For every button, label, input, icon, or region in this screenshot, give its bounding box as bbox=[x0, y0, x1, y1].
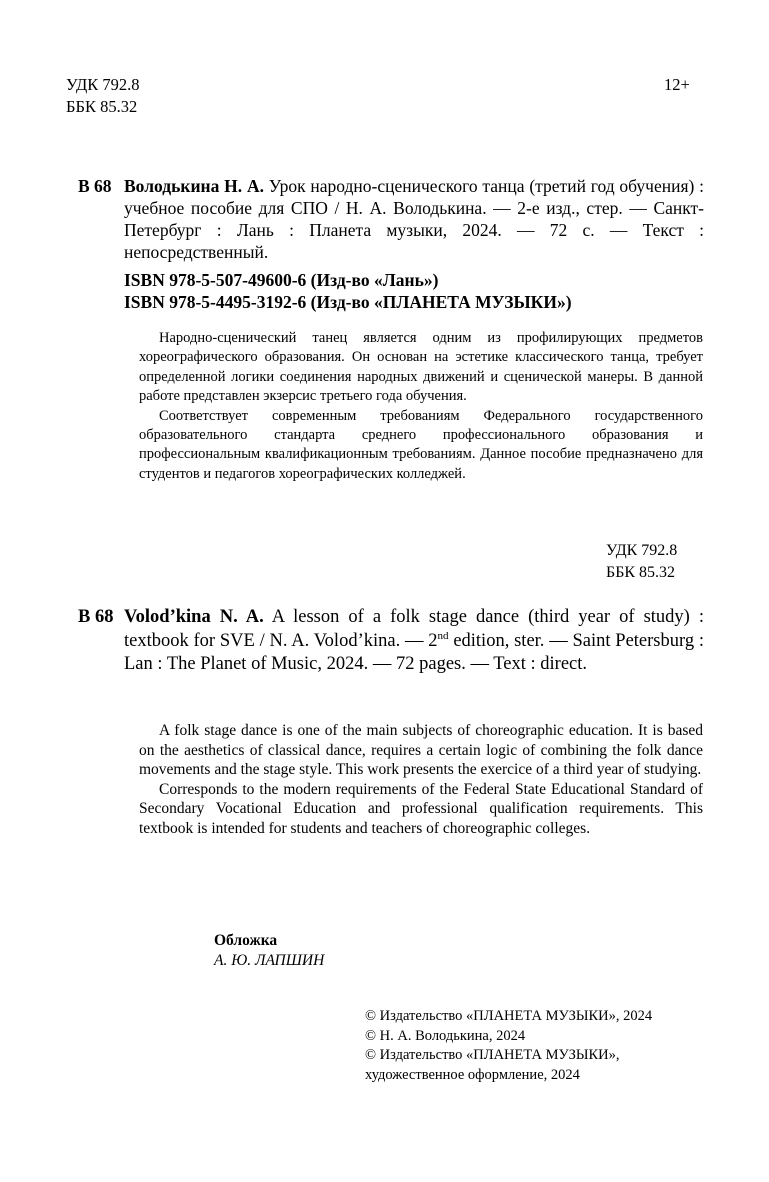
en-entry-body bbox=[124, 606, 704, 677]
ru-entry-body bbox=[124, 175, 704, 263]
cover-credit bbox=[214, 931, 324, 970]
en-abstract-paragraph-2: Corresponds to the modern requirements of the Federal State Educational Standard of Secondary Vocational Education and professional qualification requirements. This textbook is intended for students and teachers of choreographic colleges. bbox=[139, 780, 703, 837]
isbn-lan: ISBN 978-5-507-49600-6 (Изд-во «Лань») bbox=[124, 270, 439, 290]
ru-bibliographic-entry bbox=[78, 175, 704, 313]
author-mark: В 68 bbox=[78, 176, 112, 196]
copyright-line: © Издательство «ПЛАНЕТА МУЗЫКИ», bbox=[365, 1047, 620, 1064]
copyright-block bbox=[365, 1007, 652, 1085]
udk-code: УДК 792.8 bbox=[66, 75, 140, 94]
en-abstract-paragraph-1: A folk stage dance is one of the main subjects of choreographic education. It is based on the aesthetics of classical dance, requires a certain logic of combining the folk dance movements and the stage style. This work presents the exercice of a third year of studying. bbox=[139, 722, 703, 779]
ru-abstract-paragraph-1: Народно-сценический танец является одним из профилирующих предметов хореографического образования. Он основан на эстетике классического танца, требует определенной логики соединения народных движений и сценической манеры. В данной работе представлен экзерсис третьего года обучения. bbox=[139, 330, 703, 405]
ru-author: Володькина Н. А. bbox=[124, 176, 264, 196]
en-author-mark: В 68 bbox=[78, 607, 114, 627]
ru-description: Урок народно-сценического танца (третий год обучения) : учебное пособие для СПО / Н. А. Володькина. — 2-е изд., стер. — Санкт-Петербург : Лань : Планета музыки, 2024. — 72 с. — Текст : непосредственный. bbox=[124, 176, 704, 262]
age-rating: 12+ bbox=[664, 75, 690, 94]
cover-label: Обложка bbox=[214, 932, 278, 949]
en-bibliographic-entry bbox=[78, 606, 704, 677]
en-description-part2: edition, ster. — Saint Petersburg : Lan : The Planet of Music, 2024. — 72 pages. — Text : direct. bbox=[124, 630, 704, 674]
cover-artist: А. Ю. ЛАПШИН bbox=[214, 951, 325, 969]
copyright-line: художественное оформление, 2024 bbox=[365, 1066, 580, 1083]
bbk-code-right: ББК 85.32 bbox=[606, 564, 676, 581]
en-author: Volod’kina N. A. bbox=[124, 607, 264, 627]
index-codes-right bbox=[606, 540, 677, 584]
isbn-planeta: ISBN 978-5-4495-3192-6 (Изд-во «ПЛАНЕТА МУЗЫКИ») bbox=[124, 292, 572, 312]
edition-superscript: nd bbox=[437, 629, 449, 642]
en-abstract bbox=[139, 721, 703, 839]
copyright-line: © Н. А. Володькина, 2024 bbox=[365, 1027, 526, 1044]
ru-abstract-paragraph-2: Соответствует современным требованиям Федерального государственного образовательного стандарта среднего профессионального образования и профессиональным квалификационным требованиям. Данное пособие предназначено для студентов и педагогов хореографических колледжей. bbox=[139, 407, 703, 482]
classification-codes bbox=[66, 74, 140, 118]
ru-abstract bbox=[139, 329, 703, 484]
udk-code-right: УДК 792.8 bbox=[606, 542, 678, 559]
bbk-code: ББК 85.32 bbox=[66, 97, 138, 116]
copyright-line: © Издательство «ПЛАНЕТА МУЗЫКИ», 2024 bbox=[365, 1008, 653, 1024]
en-description-part1: A lesson of a folk stage dance (third year of study) : textbook for SVE / N. A. Volod’kina. — 2 bbox=[124, 607, 704, 651]
